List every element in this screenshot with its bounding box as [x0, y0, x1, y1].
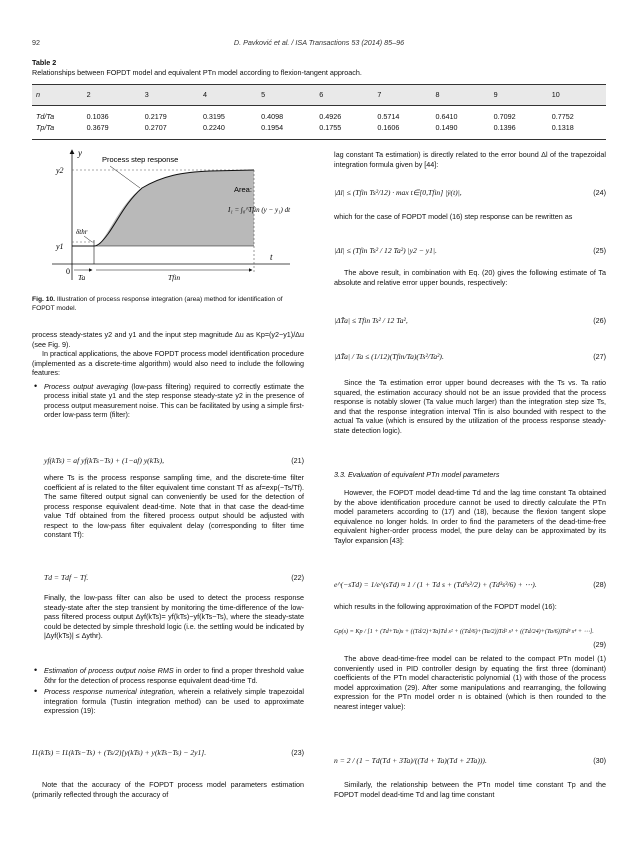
bullet-continuation: Finally, the low-pass filter can also be used to detect the process response steady-state after the step transient by monitoring the time-difference of the low-pass filtered process output Δyf(kTs)= yf(kTs)−yf(kTs−Ts), where the steady-state could be detected by simple threshold logic (i.e. the settling would be indicated by |Δyf(kTs)| ≤ Δythr).: [44, 593, 304, 640]
ta-label: Ta: [78, 273, 86, 282]
bullet-text: (low-pass filtering) required to correctly estimate the process initial state y1 and the step response steady-state y2 in the presence of process output measurement noise. This can be facilitated by using a simple first-order low-pass term (filter):: [44, 381, 304, 419]
table-header-cell: n: [32, 85, 83, 106]
table-cell: 0.3679: [83, 122, 141, 139]
table-cell: 0.4926: [319, 111, 342, 121]
step-response-figure: [32, 140, 304, 302]
table-row: [32, 105, 606, 122]
equation-25-number: (25): [593, 246, 606, 255]
area-formula: I₁ = ∫₀^Tfin (y − y₁) dt: [228, 206, 291, 214]
equation-29-formula: Gp(s) = Kp / [1 + (Td+Ta)s + ((Td/2)+Ta)Td s² + ((Td/6)+(Ta/2))Td² s³ + ((Td/24)+(Ta/6))Td³ s⁴ + ⋯].: [334, 628, 594, 635]
figure-caption-text: Illustration of process response integration (area) method for identification of FOPDT model.: [32, 296, 283, 312]
area-label: Area:: [234, 185, 252, 194]
equation-30-number: (30): [593, 756, 606, 765]
equation-25-formula: |Δl| ≤ (Tfin Ts² / 12 Ta²) |y2 − y1|.: [334, 246, 437, 255]
equation-23: [32, 748, 304, 760]
y-axis-label: y: [78, 148, 82, 158]
equation-23-number: (23): [291, 748, 304, 757]
equation-24-formula: |Δl| ≤ (Tfin Ts²/12) · max t∈[0,Tfin] |ÿ(t)|,: [334, 188, 462, 197]
equation-28-number: (28): [593, 580, 606, 589]
y1-label: y1: [56, 242, 64, 251]
paragraph: The above dead-time-free model can be related to the compact PTn model (1) conveniently used in PID controller design by equating the first three (dominant) coefficients of the PTn model characteristic polynomial (1) with those of the process model approximation (29). After some manipulations and rearranging, the following expression for the PTn model order n is obtained (which is then rounded to the nearest integer value):: [334, 654, 606, 711]
table-cell: 0.2179: [144, 111, 167, 121]
bullet-title: Process output averaging: [44, 381, 129, 391]
equation-21: [44, 456, 304, 468]
y2-label: y2: [56, 166, 64, 175]
data-table: [32, 84, 606, 140]
bullet-item: [32, 666, 304, 685]
table-header-cell: 8: [432, 85, 490, 106]
t-axis-label: t: [270, 252, 273, 262]
equation-27-formula: |ΔT̂a| / Ta ≤ (1/12)(Tfin/Ta)(Ts²/Ta²).: [334, 352, 444, 361]
bullet-continuation: where Ts is the process response sampling time, and the discrete-time filter coefficient af is related to the filter equivalent time constant Tf as af=exp(−Ts/Tf). The same filtered output signal can conveniently be used for the detection of process response equivalent dead-time. Note that in that case the dead-time value Tdf obtained from the filtered process output should be adjusted with respect to the low-pass filter equivalent delay (corresponding to filter time constant Tf):: [44, 473, 304, 539]
table-cell: 0.6410: [435, 111, 458, 121]
table-header-cell: 4: [199, 85, 257, 106]
equation-22-number: (22): [291, 573, 304, 582]
equation-22-formula: Td = Tdf − Tf.: [44, 573, 89, 582]
running-header: [32, 38, 606, 50]
equation-25: [334, 246, 606, 260]
table-row-label: Tp/Ta: [32, 122, 83, 139]
paragraph: which results in the following approximation of the FOPDT model (16):: [334, 602, 557, 611]
table-cell: 0.2240: [199, 122, 257, 139]
equation-29: [334, 628, 606, 650]
equation-30: [334, 756, 606, 770]
table-header-cell: 10: [548, 85, 606, 106]
table-row: [32, 122, 606, 139]
response-label: Process step response: [102, 155, 179, 164]
paragraph: Similarly, the relationship between the PTn model time constant Tp and the FOPDT model dead-time Td and lag time constant: [334, 780, 606, 799]
paragraph: In practical applications, the above FOPDT process model identification procedure (implemented as a discrete-time algorithm) would also need to include the following features:: [32, 349, 304, 377]
table-cell: 0.1036: [86, 111, 109, 121]
table-cell: 0.1318: [548, 122, 606, 139]
tfin-label: Tfin: [168, 273, 181, 282]
paragraph: process steady-states y2 and y1 and the input step magnitude Δu as Kp=(y2−y1)/Δu (see Fig. 9).: [32, 330, 304, 349]
bullet-text: in order to find a proper threshold value δthr for the detection of process response equivalent dead-time Td.: [44, 666, 304, 685]
table-row-label: Td/Ta: [36, 111, 55, 121]
delta-label: δthr: [76, 228, 88, 236]
paragraph: The above result, in combination with Eq. (20) gives the following estimate of Ta absolute and relative error upper bounds, respectively:: [334, 268, 606, 287]
bullet-item: [32, 382, 304, 420]
equation-28: [334, 580, 606, 594]
equation-24: [334, 188, 606, 202]
equation-30-formula: n = 2 / (1 − Td(Td + 3Ta)/((Td + Ta)(Td + 2Ta))).: [334, 756, 487, 765]
paragraph: However, the FOPDT model dead-time Td and the lag time constant Ta obtained by the above identification procedure cannot be used to directly calculate the PTn model parameters according to (17) and (18), because the flexion tangent slope equivalence no longer holds. In order to find the parameters of the dead-time-free equivalent higher-order process model, the pure delay can be approximated by its Taylor expansion [43]:: [334, 488, 606, 545]
table-cell: 0.1755: [315, 122, 373, 139]
equation-23-formula: I1(kTs) = I1(kTs−Ts) + (Ts/2)[y(kTs) + y(kTs−Ts) − 2y1].: [32, 748, 207, 757]
equation-28-formula: e^(−sTd) = 1/e^(sTd) ≈ 1 / (1 + Td s + (Td²s²/2) + (Td³s³/6) + ⋯).: [334, 580, 537, 589]
equation-26: [334, 316, 606, 330]
equation-21-number: (21): [291, 456, 304, 465]
table-cell: 0.4098: [261, 111, 284, 121]
bullet-title: Process response numerical integration,: [44, 687, 176, 696]
section-heading: 3.3. Evaluation of equivalent PTn model parameters: [334, 470, 500, 479]
bullet-item: [32, 687, 304, 716]
response-label-pointer: [110, 166, 140, 188]
table-cell: 0.1396: [490, 122, 548, 139]
equation-21-formula: yf(kTs) = af yf(kTs−Ts) + (1−af) y(kTs),: [44, 456, 164, 465]
table-header-row: [32, 85, 606, 106]
table-cell: 0.5714: [377, 111, 400, 121]
equation-22: [44, 573, 304, 585]
table-header-cell: 9: [490, 85, 548, 106]
delta-pointer: [84, 236, 92, 242]
page-number: 92: [32, 38, 40, 47]
paragraph: which for the case of FOPDT model (16) step response can be rewritten as: [334, 212, 573, 221]
table-caption: [32, 58, 606, 77]
equation-24-number: (24): [593, 188, 606, 197]
table-header-cell: 2: [83, 85, 141, 106]
paragraph: lag constant Ta estimation) is directly related to the error bound Δl of the trapezoidal integration formula given by [44]:: [334, 150, 606, 169]
equation-29-number: (29): [593, 640, 606, 649]
table-cell: 0.1954: [257, 122, 315, 139]
table-header-cell: 3: [141, 85, 199, 106]
table-cell: 0.3195: [202, 111, 225, 121]
journal-citation: D. Pavković et al. / ISA Transactions 53 (2014) 85–96: [233, 38, 405, 47]
left-column: [32, 330, 304, 420]
paragraph: Since the Ta estimation error upper bound decreases with the Ts vs. Ta ratio squared, the estimation accuracy should not be an issue provided that the process response is notably slower (Ta value much larger) than the integration step size Ts, and that the response integration interval Tfin is also bounded with respect to the actual Ta value (which is ensured by the utilization of the process response steady-state detection logic).: [334, 378, 606, 435]
equation-26-formula: |ΔT̂a| ≤ Tfin Ts² / 12 Ta²,: [334, 316, 408, 325]
table-cell: 0.1606: [373, 122, 431, 139]
bullet-title: Estimation of process output noise RMS: [44, 666, 174, 675]
table-header-cell: 7: [373, 85, 431, 106]
equation-27: [334, 352, 606, 366]
table-cell: 0.7752: [551, 111, 574, 121]
table-label: Table 2: [32, 58, 57, 67]
figure-caption-label: Fig. 10.: [32, 296, 56, 303]
figure-caption: [32, 296, 304, 314]
bullet-list-2: [32, 666, 304, 716]
table-header-cell: 6: [315, 85, 373, 106]
equation-27-number: (27): [593, 352, 606, 361]
table-cell: 0.1490: [432, 122, 490, 139]
table-cell: 0.2707: [141, 122, 199, 139]
table-caption-text: Relationships between FOPDT model and equivalent PTn model according to flexion-tangent approach.: [32, 67, 362, 77]
paragraph: Note that the accuracy of the FOPDT process model parameters estimation (primarily reflected through the accuracy of: [32, 780, 304, 799]
table-cell: 0.7092: [493, 111, 516, 121]
equation-26-number: (26): [593, 316, 606, 325]
origin-label: 0: [66, 267, 70, 276]
table-header-cell: 5: [257, 85, 315, 106]
bullet-text: wherein a relatively simple trapezoidal integration formula (Tustin integration method) can be used to approximate expression (19):: [44, 687, 304, 715]
